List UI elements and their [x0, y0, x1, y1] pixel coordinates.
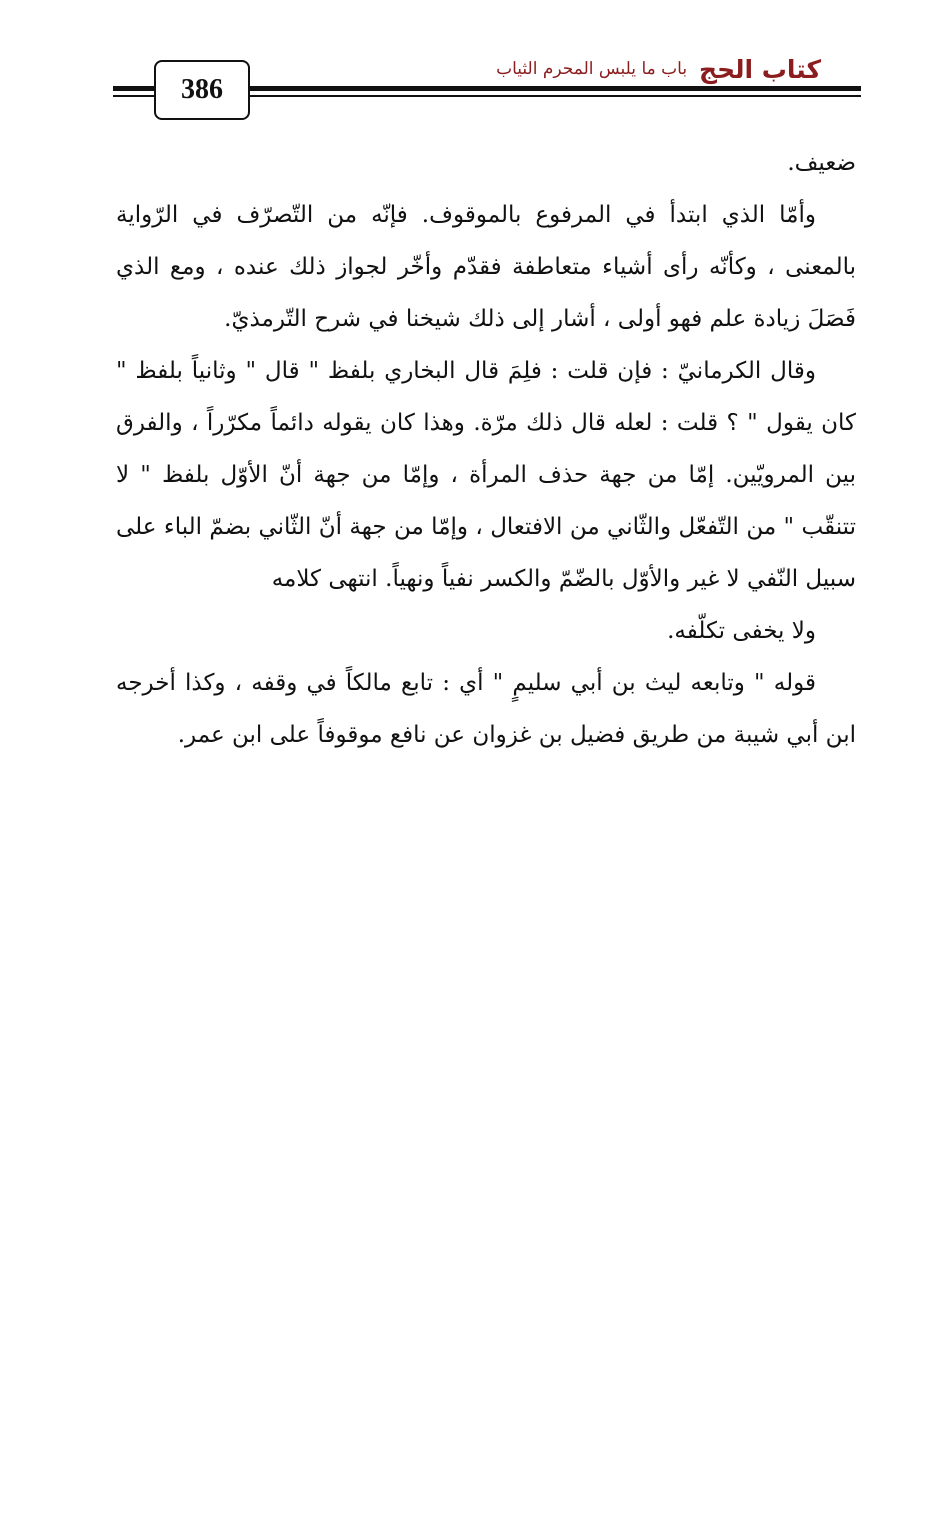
paragraph: ضعيف.	[787, 150, 856, 176]
chapter-title: باب ما يلبس المحرم الثياب	[496, 59, 688, 79]
page-header	[0, 0, 945, 130]
paragraph: قوله " وتابعه ليث بن أبي سليمٍ " أي : تابع مالكاً في وقفه ، وكذا أخرجه ابن أبي شيبة من طريق فضيل بن غزوان عن نافع موقوفاً على ابن عمر.	[116, 670, 856, 748]
book-title: كتاب الحج	[699, 54, 821, 84]
page-body	[116, 137, 856, 761]
paragraph: وقال الكرمانيّ : فإن قلت : فلِمَ قال البخاري بلفظ " قال " وثانياً بلفظ " كان يقول " ؟ قلت : لعله قال ذلك مرّة. وهذا كان يقوله دائماً مكرّراً ، والفرق بين المرويّين. إمّا من جهة حذف المرأة ، وإمّا من جهة أنّ الأوّل بلفظ " لا تتنقّب " من التّفعّل والثّاني من الافتعال ، وإمّا من جهة أنّ الثّاني بضمّ الباء على سبيل النّفي لا غير والأوّل بالضّمّ والكسر نفياً ونهياً. انتهى كلامه	[116, 358, 856, 592]
header-title-group	[496, 52, 821, 86]
page-bottom-space	[0, 1460, 945, 1461]
paragraph: وأمّا الذي ابتدأ في المرفوع بالموقوف. فإنّه من التّصرّف في الرّواية بالمعنى ، وكأنّه رأى أشياء متعاطفة فقدّم وأخّر لجواز ذلك عنده ، ومع الذي فَصَلَ زيادة علم فهو أولى ، أشار إلى ذلك شيخنا في شرح التّرمذيّ.	[116, 202, 856, 332]
page-number: 386	[154, 60, 250, 120]
paragraph: ولا يخفى تكلّفه.	[667, 618, 816, 644]
